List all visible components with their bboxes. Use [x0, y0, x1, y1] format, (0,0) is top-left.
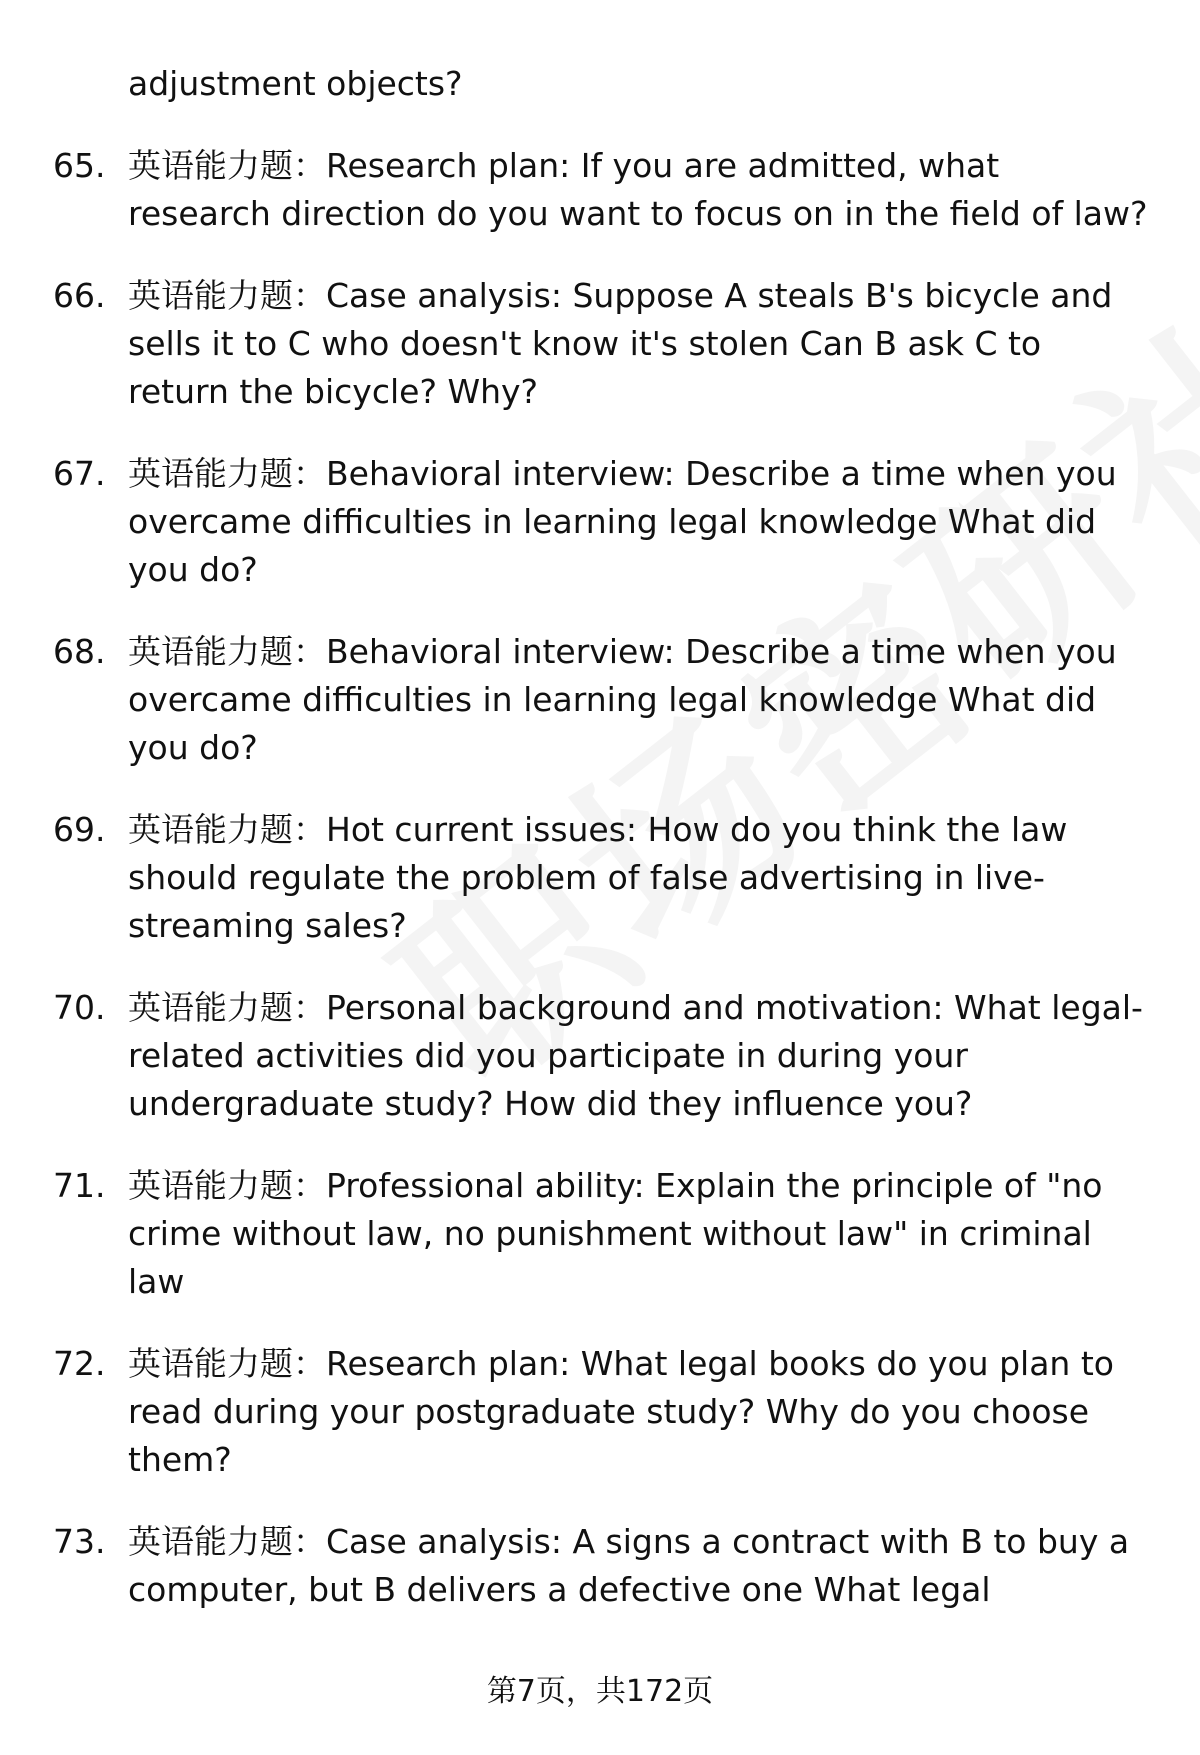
question-item	[0, 628, 1200, 772]
question-item	[0, 450, 1200, 594]
question-text: 英语能力题：Professional ability: Explain the principle of "no crime without law, no punishment without law" in criminal law	[128, 1166, 1103, 1301]
question-text: 英语能力题：Research plan: What legal books do you plan to read during your postgraduate study? Why do you choose them?	[128, 1344, 1114, 1479]
question-item	[0, 272, 1200, 416]
question-text: 英语能力题：Case analysis: Suppose A steals B's bicycle and sells it to C who doesn't know it's stolen Can B ask C to return the bicycle? Why?	[128, 276, 1113, 411]
question-item	[0, 806, 1200, 950]
question-item	[0, 142, 1200, 238]
question-number: 73.	[53, 1522, 106, 1561]
question-number: 65.	[53, 146, 106, 185]
question-text: 英语能力题：Hot current issues: How do you think the law should regulate the problem of false advertising in live-streaming sales?	[128, 810, 1068, 945]
question-item	[0, 984, 1200, 1128]
question-number: 72.	[53, 1344, 106, 1383]
question-text: 英语能力题：Case analysis: A signs a contract with B to buy a computer, but B delivers a defective one What legal	[128, 1522, 1130, 1609]
question-text: 英语能力题：Behavioral interview: Describe a time when you overcame difficulties in learning legal knowledge What did you do?	[128, 632, 1117, 767]
question-text: 英语能力题：Personal background and motivation: What legal-related activities did you participate in during your undergraduate study? How did they influence you?	[128, 988, 1143, 1123]
question-list	[0, 60, 1200, 1648]
question-text: 英语能力题：Research plan: If you are admitted, what research direction do you want to focus on in the field of law?	[128, 146, 1148, 233]
question-item	[0, 1518, 1200, 1614]
question-number: 66.	[53, 276, 106, 315]
question-number: 67.	[53, 454, 106, 493]
question-number: 69.	[53, 810, 106, 849]
question-number: 68.	[53, 632, 106, 671]
question-number: 70.	[53, 988, 106, 1027]
question-item	[0, 1162, 1200, 1306]
question-item	[0, 1340, 1200, 1484]
question-number: 71.	[53, 1166, 106, 1205]
question-continuation: adjustment objects?	[128, 64, 463, 103]
question-text: 英语能力题：Behavioral interview: Describe a time when you overcame difficulties in learning legal knowledge What did you do?	[128, 454, 1117, 589]
page-footer: 第7页，共172页	[486, 1674, 714, 1709]
